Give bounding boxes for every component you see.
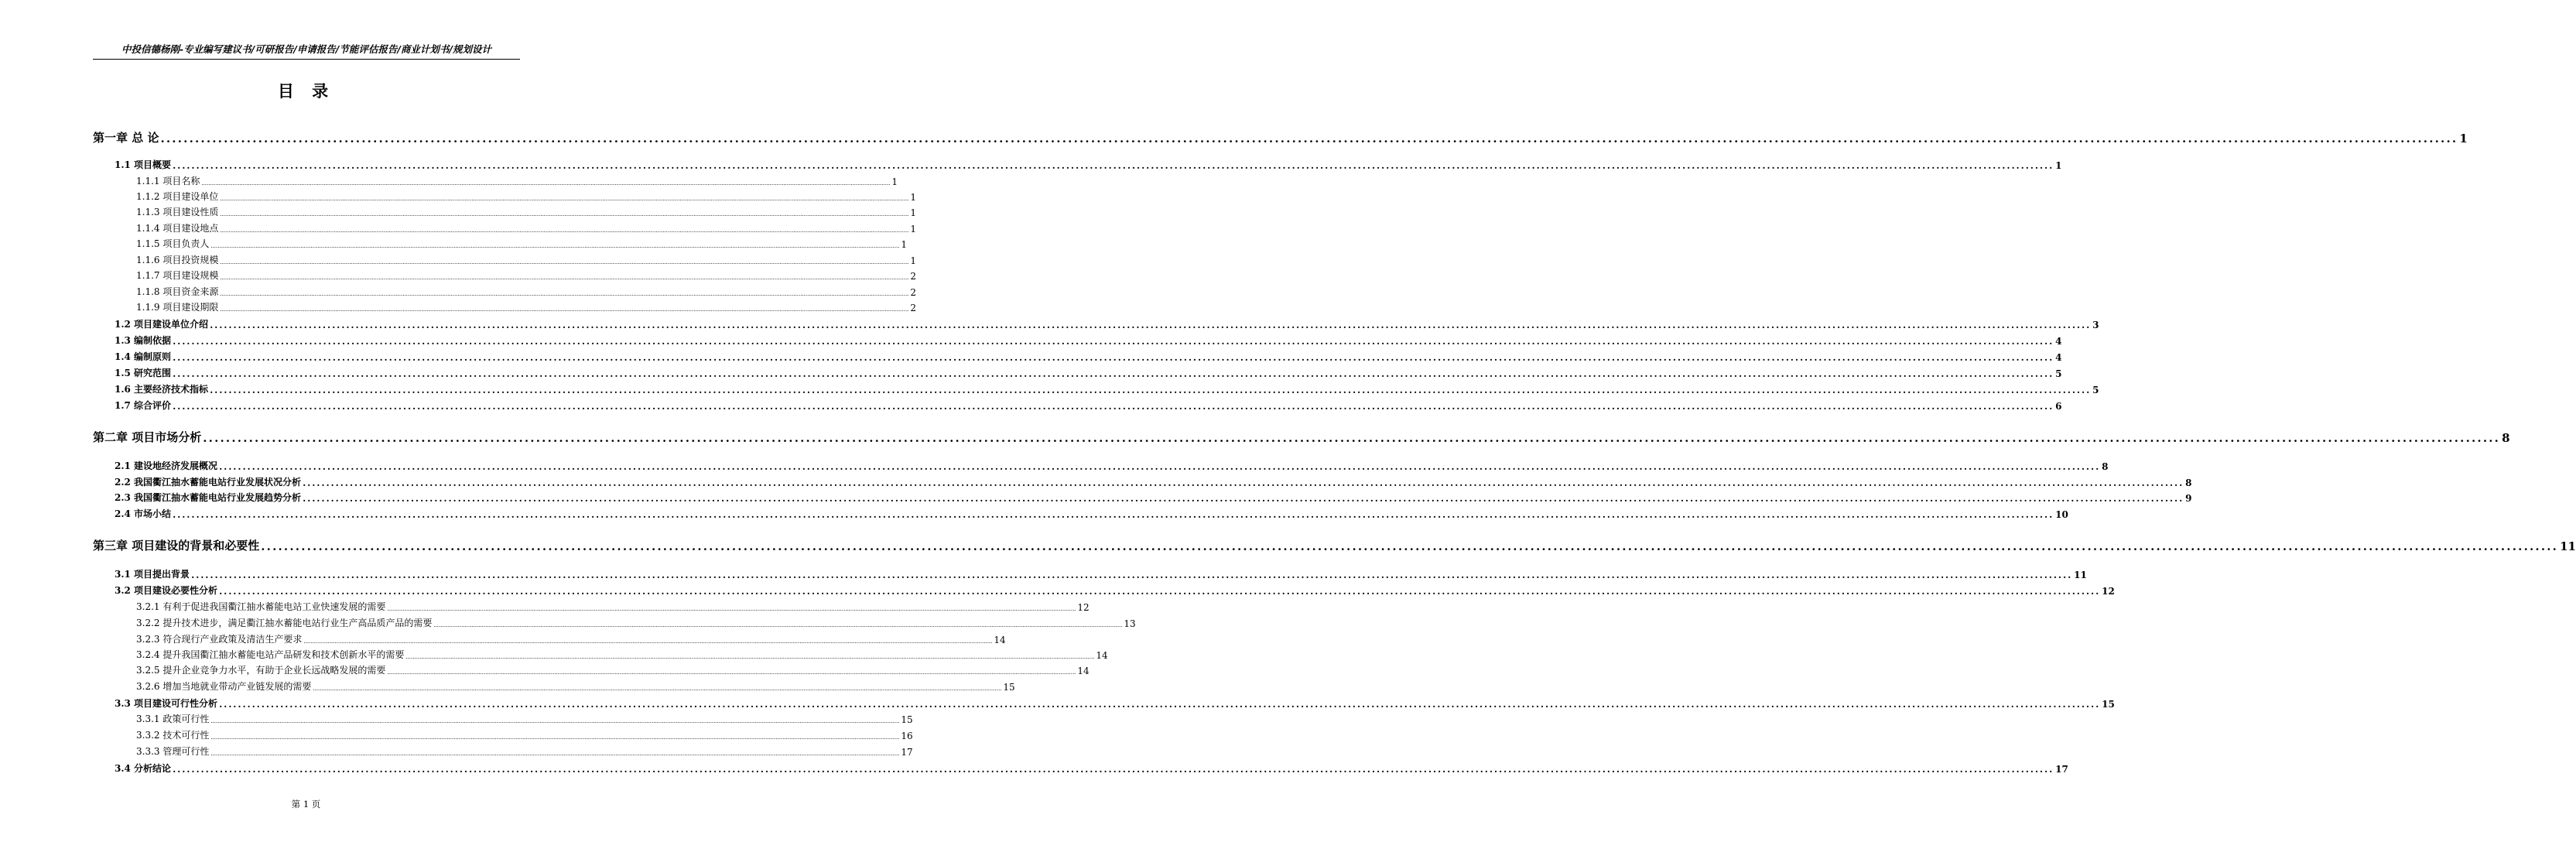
toc-entry[interactable] bbox=[136, 664, 1090, 676]
toc-entry-page: 17 bbox=[901, 747, 913, 758]
toc-entry[interactable] bbox=[115, 460, 2109, 472]
toc-entry[interactable] bbox=[136, 745, 913, 758]
toc-leader-dots: ................................................................................................................................................................................................................................................................................................................................................................................................................ bbox=[173, 336, 2054, 347]
toc-entry-label: 3.2.6 增加当地就业带动产业链发展的需要 bbox=[136, 681, 312, 692]
toc-leader-dots: ................................................................................................................................................................................................................................................................................................................................................................................................................ bbox=[219, 699, 2101, 710]
toc-leader-dots: ................................................................................................................................................................................................................................................................................................................................................................................................................ bbox=[313, 686, 1002, 692]
toc-entry-label: 3.2.5 提升企业竞争力水平，有助于企业长远战略发展的需要 bbox=[136, 665, 386, 676]
toc-entry-page: 11 bbox=[2074, 570, 2087, 580]
toc-entry[interactable] bbox=[93, 130, 2468, 145]
toc-leader-dots: ................................................................................................................................................................................................................................................................................................................................................................................................................ bbox=[405, 654, 1095, 660]
toc-entry-label: 第三章 项目建设的背景和必要性 bbox=[93, 539, 260, 553]
toc-leader-dots: ................................................................................................................................................................................................................................................................................................................................................................................................................ bbox=[203, 431, 2501, 445]
toc-leader-dots: ................................................................................................................................................................................................................................................................................................................................................................................................................ bbox=[220, 291, 909, 297]
toc-entry[interactable] bbox=[115, 383, 2099, 395]
toc-entry-page: 12 bbox=[1077, 602, 1090, 613]
toc-entry[interactable] bbox=[115, 697, 2115, 710]
toc-entry-page: 2 bbox=[910, 303, 917, 313]
toc-entry-page: 14 bbox=[994, 635, 1006, 645]
toc-entry-page: 17 bbox=[2055, 764, 2068, 775]
toc-entry-label: 3.3.3 管理可行性 bbox=[136, 746, 210, 757]
toc-entry-label: 1.7 综合评价 bbox=[115, 400, 172, 411]
toc-leader-dots: ................................................................................................................................................................................................................................................................................................................................................................................................................ bbox=[220, 259, 909, 265]
toc-entry-page: 9 bbox=[2185, 493, 2192, 504]
toc-entry-page: 14 bbox=[1077, 666, 1090, 676]
toc-entry[interactable] bbox=[136, 301, 917, 313]
toc-entry[interactable] bbox=[115, 351, 2062, 363]
toc-entry[interactable] bbox=[115, 762, 2068, 775]
toc-entry-page: 15 bbox=[1003, 682, 1015, 693]
toc-entry[interactable] bbox=[136, 680, 1015, 693]
toc-entry[interactable] bbox=[136, 254, 917, 266]
toc-leader-dots: ................................................................................................................................................................................................................................................................................................................................................................................................................ bbox=[173, 160, 2054, 171]
toc-entry-page: 6 bbox=[2055, 401, 2062, 412]
toc-entry-label: 3.2.1 有利于促进我国衢江抽水蓄能电站工业快速发展的需要 bbox=[136, 601, 386, 612]
toc-entry-label: 1.1.6 项目投资规模 bbox=[136, 255, 219, 265]
toc-entry[interactable] bbox=[136, 206, 917, 218]
toc-entry-label: 3.3.2 技术可行性 bbox=[136, 730, 210, 741]
toc-entry[interactable] bbox=[136, 713, 913, 725]
toc-entry-label: 1.2 项目建设单位介绍 bbox=[115, 319, 209, 330]
toc-leader-dots: ................................................................................................................................................................................................................................................................................................................................................................................................................ bbox=[191, 570, 2073, 580]
toc-leader-dots: ................................................................................................................................................................................................................................................................................................................................................................................................................ bbox=[220, 228, 909, 234]
toc-entry-page: 12 bbox=[2102, 586, 2115, 597]
toc-entry[interactable] bbox=[115, 399, 2062, 412]
toc-entry[interactable] bbox=[115, 491, 2192, 504]
toc-entry-label: 1.3 编制依据 bbox=[115, 335, 172, 346]
toc-entry-page: 10 bbox=[2055, 509, 2068, 520]
toc-leader-dots: ................................................................................................................................................................................................................................................................................................................................................................................................................ bbox=[210, 243, 900, 249]
toc-entry-page: 1 bbox=[910, 255, 917, 266]
toc-leader-dots: ................................................................................................................................................................................................................................................................................................................................................................................................................ bbox=[433, 622, 1123, 628]
toc-entry-label: 2.4 市场小结 bbox=[115, 508, 172, 519]
toc-entry-page: 13 bbox=[1124, 618, 1136, 629]
toc-entry-label: 3.3.1 政策可行性 bbox=[136, 714, 210, 724]
toc-leader-dots: ................................................................................................................................................................................................................................................................................................................................................................................................................ bbox=[173, 509, 2054, 520]
toc-entry[interactable] bbox=[115, 318, 2099, 330]
toc-entry-page: 15 bbox=[901, 714, 913, 725]
toc-leader-dots: ................................................................................................................................................................................................................................................................................................................................................................................................................ bbox=[173, 368, 2054, 379]
toc-leader-dots: ................................................................................................................................................................................................................................................................................................................................................................................................................ bbox=[387, 669, 1076, 676]
toc-leader-dots: ................................................................................................................................................................................................................................................................................................................................................................................................................ bbox=[173, 764, 2054, 775]
toc-entry-label: 1.1.9 项目建设期限 bbox=[136, 302, 219, 313]
toc-leader-dots: ................................................................................................................................................................................................................................................................................................................................................................................................................ bbox=[303, 493, 2184, 504]
toc-entry-label: 1.1.1 项目名称 bbox=[136, 176, 200, 187]
toc-entry[interactable] bbox=[136, 222, 917, 234]
toc-entry[interactable] bbox=[115, 476, 2192, 488]
toc-entry-page: 1 bbox=[2055, 160, 2062, 171]
toc-entry-label: 1.1 项目概要 bbox=[115, 159, 172, 170]
toc-leader-dots: ................................................................................................................................................................................................................................................................................................................................................................................................................ bbox=[219, 586, 2101, 597]
toc-entry-label: 3.2.3 符合现行产业政策及清洁生产要求 bbox=[136, 634, 303, 645]
toc-entry-label: 1.1.8 项目资金来源 bbox=[136, 286, 219, 297]
toc-entry-page: 8 bbox=[2185, 477, 2192, 488]
toc-leader-dots: ................................................................................................................................................................................................................................................................................................................................................................................................................ bbox=[173, 352, 2054, 363]
toc-entry-page: 4 bbox=[2055, 336, 2062, 347]
toc-leader-dots: ................................................................................................................................................................................................................................................................................................................................................................................................................ bbox=[303, 477, 2184, 488]
toc-leader-dots: ................................................................................................................................................................................................................................................................................................................................................................................................................ bbox=[220, 211, 909, 217]
toc-entry-page: 5 bbox=[2055, 368, 2062, 379]
toc-title: 目 录 bbox=[277, 81, 335, 101]
toc-entry-page: 1 bbox=[901, 239, 908, 250]
toc-leader-dots: ................................................................................................................................................................................................................................................................................................................................................................................................................ bbox=[220, 306, 909, 313]
toc-entry-label: 1.5 研究范围 bbox=[115, 368, 172, 378]
toc-entry[interactable] bbox=[136, 649, 1108, 661]
toc-entry-page: 1 bbox=[910, 192, 917, 203]
toc-leader-dots: ................................................................................................................................................................................................................................................................................................................................................................................................................ bbox=[220, 196, 909, 202]
toc-entry[interactable] bbox=[136, 190, 917, 203]
toc-entry-label: 3.4 分析结论 bbox=[115, 763, 172, 774]
toc-leader-dots: ................................................................................................................................................................................................................................................................................................................................................................................................................ bbox=[160, 132, 2458, 145]
toc-entry[interactable] bbox=[136, 729, 913, 741]
toc-entry-label: 3.2.4 提升我国衢江抽水蓄能电站产品研发和技术创新水平的需要 bbox=[136, 649, 405, 660]
toc-entry[interactable] bbox=[136, 269, 917, 282]
toc-leader-dots: ................................................................................................................................................................................................................................................................................................................................................................................................................ bbox=[210, 734, 900, 741]
toc-entry-label: 1.1.5 项目负责人 bbox=[136, 238, 210, 249]
toc-entry-label: 2.2 我国衢江抽水蓄能电站行业发展状况分析 bbox=[115, 477, 302, 488]
toc-leader-dots: ................................................................................................................................................................................................................................................................................................................................................................................................................ bbox=[303, 638, 993, 645]
toc-entry-label: 1.1.4 项目建设地点 bbox=[136, 223, 219, 234]
toc-leader-dots: ................................................................................................................................................................................................................................................................................................................................................................................................................ bbox=[261, 539, 2559, 553]
toc-entry-label: 1.1.2 项目建设单位 bbox=[136, 191, 219, 202]
toc-entry-label: 3.2 项目建设必要性分析 bbox=[115, 585, 218, 596]
toc-leader-dots: ................................................................................................................................................................................................................................................................................................................................................................................................................ bbox=[387, 606, 1076, 612]
toc-entry-page: 1 bbox=[910, 207, 917, 218]
toc-entry-label: 第二章 项目市场分析 bbox=[93, 430, 202, 444]
toc-leader-dots: ................................................................................................................................................................................................................................................................................................................................................................................................................ bbox=[210, 718, 900, 724]
toc-leader-dots: ................................................................................................................................................................................................................................................................................................................................................................................................................ bbox=[210, 751, 900, 757]
toc-entry-page: 2 bbox=[910, 271, 917, 282]
toc-entry[interactable] bbox=[136, 175, 898, 187]
toc-entry-page: 1 bbox=[891, 176, 898, 187]
toc-entry-label: 1.4 编制原则 bbox=[115, 351, 172, 362]
toc-entry-label: 第一章 总 论 bbox=[93, 131, 159, 145]
toc-entry-page: 4 bbox=[2055, 352, 2062, 363]
toc-entry[interactable] bbox=[136, 633, 1006, 645]
toc-entry-page: 2 bbox=[910, 287, 917, 298]
toc-entry-page: 5 bbox=[2092, 385, 2099, 395]
toc-entry-page: 8 bbox=[2102, 461, 2109, 472]
toc-entry-page: 15 bbox=[2102, 699, 2115, 710]
toc-entry-label: 1.1.3 项目建设性质 bbox=[136, 207, 219, 217]
toc-entry-label: 2.3 我国衢江抽水蓄能电站行业发展趋势分析 bbox=[115, 492, 302, 503]
toc-entry-label: 1.6 主要经济技术指标 bbox=[115, 384, 209, 395]
toc-entry-label: 1.1.7 项目建设规模 bbox=[136, 270, 219, 281]
toc-entry[interactable] bbox=[93, 538, 2576, 553]
toc-entry[interactable] bbox=[115, 367, 2062, 379]
toc-leader-dots: ................................................................................................................................................................................................................................................................................................................................................................................................................ bbox=[219, 461, 2101, 472]
toc-entry[interactable] bbox=[136, 601, 1090, 613]
toc-leader-dots: ................................................................................................................................................................................................................................................................................................................................................................................................................ bbox=[173, 401, 2054, 412]
toc-entry[interactable] bbox=[136, 286, 917, 298]
toc-entry-page: 11 bbox=[2560, 539, 2576, 553]
toc-entry-page: 3 bbox=[2092, 320, 2099, 330]
toc-entry-page: 8 bbox=[2502, 431, 2510, 445]
toc-entry-page: 1 bbox=[910, 224, 917, 234]
page-header: 中投信德杨刚-专业编写建议书/可研报告/申请报告/节能评估报告/商业计划书/规划设计 bbox=[121, 43, 492, 55]
toc-entry[interactable] bbox=[115, 508, 2068, 520]
toc-entry-label: 3.1 项目提出背景 bbox=[115, 569, 190, 580]
toc-entry-label: 3.3 项目建设可行性分析 bbox=[115, 698, 218, 709]
toc-entry[interactable] bbox=[136, 238, 908, 250]
toc-leader-dots: ................................................................................................................................................................................................................................................................................................................................................................................................................ bbox=[210, 385, 2092, 395]
toc-leader-dots: ................................................................................................................................................................................................................................................................................................................................................................................................................ bbox=[220, 275, 909, 281]
toc-entry[interactable] bbox=[115, 568, 2087, 580]
toc-entry[interactable] bbox=[136, 617, 1136, 629]
toc-entry[interactable] bbox=[115, 334, 2062, 347]
toc-leader-dots: ................................................................................................................................................................................................................................................................................................................................................................................................................ bbox=[210, 320, 2092, 330]
toc-entry-label: 3.2.2 提升技术进步，满足衢江抽水蓄能电站行业生产高品质产品的需要 bbox=[136, 618, 433, 628]
toc-entry-page: 1 bbox=[2459, 132, 2468, 145]
toc-entry[interactable] bbox=[115, 159, 2062, 171]
toc-entry-page: 14 bbox=[1096, 650, 1108, 661]
toc-entry[interactable] bbox=[93, 430, 2510, 445]
toc-entry[interactable] bbox=[115, 584, 2115, 597]
toc-entry-label: 2.1 建设地经济发展概况 bbox=[115, 460, 218, 471]
toc-entry-page: 16 bbox=[901, 731, 913, 741]
page-number: 第 1 页 bbox=[291, 799, 321, 810]
toc-leader-dots: ................................................................................................................................................................................................................................................................................................................................................................................................................ bbox=[201, 180, 891, 187]
